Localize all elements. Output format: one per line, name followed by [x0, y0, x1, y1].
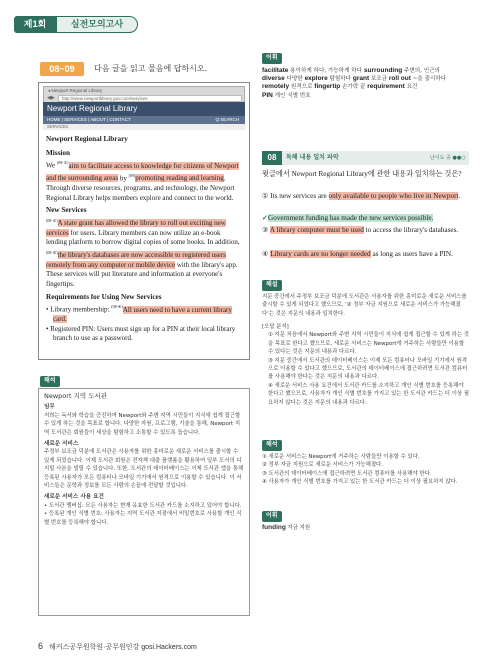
option-2[interactable]: ✓Government funding has made the new services possible. — [262, 214, 434, 222]
translation-p3a: • 도서관 멤버십: 모든 사용자는 현재 유효한 도서관 카드를 소지하고 있어야 합니다. — [44, 502, 242, 509]
vocab-tag: 어휘 — [262, 53, 282, 64]
translation-text — [44, 392, 244, 527]
section-label: SERVICES — [43, 124, 245, 130]
translation-title: Newport 지역 도서관 — [44, 392, 108, 400]
option-4[interactable]: ④ Library cards are no longer needed as long as users have a PIN. — [262, 250, 453, 258]
wrong-analysis-heading: [오답 분석] — [262, 324, 289, 330]
question-prompt: 다음 글을 읽고 물음에 답하시오. — [94, 64, 208, 73]
mission-paragraph: We $^{(08-①)}$aim to facilitate access to knowledge for citizens of Newport and the surrounding areas by $^{(09)}$promoting reading and learning. Through diverse resources, programs, and technology, the Newport Regional Library helps members explore and connect to the world. — [46, 160, 239, 202]
q08-number: 08 — [262, 151, 282, 165]
q08-difficulty: 난이도 중 ●●○ — [430, 155, 466, 161]
round-badge: 제1회 — [14, 16, 56, 33]
passage-title: Newport Regional Library — [46, 135, 128, 143]
site-title: Newport Regional Library — [43, 102, 245, 116]
q08-question: 윗글에서 Newport Regional Library에 관한 내용과 일치하는 것은? — [262, 170, 462, 178]
vocab-line-3: remotely 원격으로 fingertip 손가락 끝 requirement 요건 — [262, 83, 418, 91]
wrong-4: ④ 새로운 서비스 사용 요건에서 도서관 카드를 소지하고 개인 식별 번호를 등록해야 한다고 했으므로, 사용자가 개인 식별 번호를 가지고 있는 한 도서관 카드는 더 이상 필요하지 않다는 것은 지문의 내용과 다르다. — [268, 382, 470, 406]
list-item: • Registered PIN: Users must sign up for a PIN at their local library branch to use as a password. — [46, 324, 236, 343]
option-3[interactable]: ③ A library computer must be used to access the library's databases. — [262, 226, 459, 234]
translation-opt-2: ② 정부 자금 지원으로 새로운 서비스가 가능해졌다. — [262, 462, 383, 469]
requirements-heading: Requirements for Using New Services — [46, 292, 162, 301]
solution-tag: 해설 — [262, 280, 282, 291]
mission-heading: Mission — [46, 148, 70, 157]
list-item: • Library membership: $^{(08-④)}$All users need to have a current library card. — [46, 304, 232, 324]
search-button[interactable]: Q SEARCH — [215, 117, 239, 122]
passage-content — [46, 133, 242, 344]
vocab-list — [262, 67, 472, 100]
requirements-list — [46, 302, 242, 344]
options-translation — [262, 453, 470, 487]
solution-body: 지문 중간에서 주정부 보조금 덕분에 도서관은 사용자를 위한 흥미로운 새로운 서비스를 출시할 수 있게 되었다고 했으므로, '② 정부 자금 지원으로 새로운 서비스가 가능해졌다'는 것은 지문의 내용과 일치한다. — [262, 294, 467, 317]
translation-tag: 해석 — [40, 376, 60, 387]
wrong-analysis — [262, 323, 470, 407]
translation-opt-4: ④ 사용자가 개인 식별 번호를 가지고 있는 한 도서관 카드는 더 이상 필요하지 않다. — [262, 479, 458, 486]
translation-opt-3: ③ 도서관의 데이터베이스에 접근하려면 도서관 컴퓨터를 사용해야 한다. — [262, 470, 432, 477]
page-number: 6 — [38, 641, 44, 651]
wrong-3: ③ 지문 중간에서 도서관의 데이터베이스는 이제 모든 컴퓨터나 모바일 기기에서 원격으로 이용할 수 있다고 했으므로, 도서관의 데이터베이스에 접근하려면 도서관 컴퓨터를 사용해야 한다는 것은 지문의 내용과 다르다. — [268, 357, 468, 381]
translation-p1: 저희는 독서와 학습을 증진하여 Newport와 주변 지역 시민들이 지식에 쉽게 접근할 수 있게 하는 것을 목표로 합니다. 다양한 자원, 프로그램, 기술을 통해, Newport 지역 도서관은 회원들이 세상을 탐험하고 소통할 수 있도록 돕습니다. — [44, 412, 241, 436]
vocab-line-4: PIN 개인 식별 번호 — [262, 91, 311, 99]
vocab2-tag: 어휘 — [262, 511, 282, 522]
section-title: 실전모의고사 — [56, 16, 138, 33]
translation-h2: 새로운 서비스 — [44, 441, 79, 448]
site-menu-links[interactable]: HOME | SERVICES | ABOUT | CONTACT — [47, 117, 131, 122]
solution-translation-tag: 해석 — [262, 440, 282, 451]
translation-p2: 주정부 보조금 덕분에 도서관은 사용자를 위한 흥미로운 새로운 서비스를 출시할 수 있게 되었습니다. 이제 도서관 회원은 전자책 대출 플랫폼을 활용하여 일부 도서의 디지털 사본을 빌릴 수 있습니다. 또한, 도서관의 데이터베이스는 이제 도서관 앱을 통해 등록된 사용자가 모든 컴퓨터나 모바일 기기에서 원격으로 이용할 수 있습니다. 이 서비스들은 문학과 정보를 모든 사람의 손끝에 전달할 것입니다. — [44, 449, 244, 490]
nav-arrows-icon[interactable]: ◀▶ — [47, 95, 55, 101]
site-menu — [43, 116, 245, 124]
url-bar[interactable]: http://www.newportlibrary.gov.com/services — [58, 95, 242, 102]
wrong-1: ① 지문 처음에서 Newport와 주변 지역 시민들이 지식에 쉽게 접근할 수 있게 하는 것을 목표로 한다고 했으므로, 새로운 서비스는 Newport에 거주하는 사람들만 이용할 수 있다는 것은 지문의 내용과 다르다. — [268, 332, 469, 356]
check-icon: ✓ — [262, 214, 269, 222]
translation-p3b: • 등록된 개인 식별 번호: 사용자는 지역 도서관 지점에서 비밀번호로 사용할 개인 식별 번호를 등록해야 합니다. — [44, 511, 242, 526]
footer-text: 해커스공무원학원·공무원인강 gosi.Hackers.com — [49, 644, 197, 651]
vocab2-line: funding 자금 지원 — [262, 524, 311, 531]
vocab-line-2: diverse 다양한 explore 탐험하다 grant 보조금 roll out ~을 출시하다 — [262, 75, 447, 83]
services-paragraph: $^{(08-②)}$A state grant has allowed the library to roll out exciting new services for users. Library members can now utilize an e-book lending platform to borrow digital copies of some books. In addition, $^{(08-③)}$the library's databases are now accessible to registered users remotely from any computer or mobile device with the library's app. These services will put literature and information at everyone's fingertips. — [46, 217, 240, 289]
vocab-line-1: facilitate 용이하게 하다, 가능하게 하다 surrounding 주변의, 인근의 — [262, 67, 440, 74]
translation-h3: 새로운 서비스 사용 요건 — [44, 494, 104, 501]
question-number: 08~09 — [40, 62, 84, 76]
q08-type: 독해 내용 일치 파악 — [286, 154, 339, 161]
translation-h1: 임무 — [44, 404, 55, 411]
page-footer — [38, 641, 197, 652]
browser-tab[interactable]: ◂ Newport Regional Library — [48, 88, 103, 93]
services-heading: New Services — [46, 206, 87, 215]
translation-opt-1: ① 새로운 서비스는 Newport에 거주하는 사람들만 이용할 수 있다. — [262, 454, 420, 460]
option-1[interactable]: ① Its new services are only available to people who live in Newport. — [262, 192, 461, 200]
